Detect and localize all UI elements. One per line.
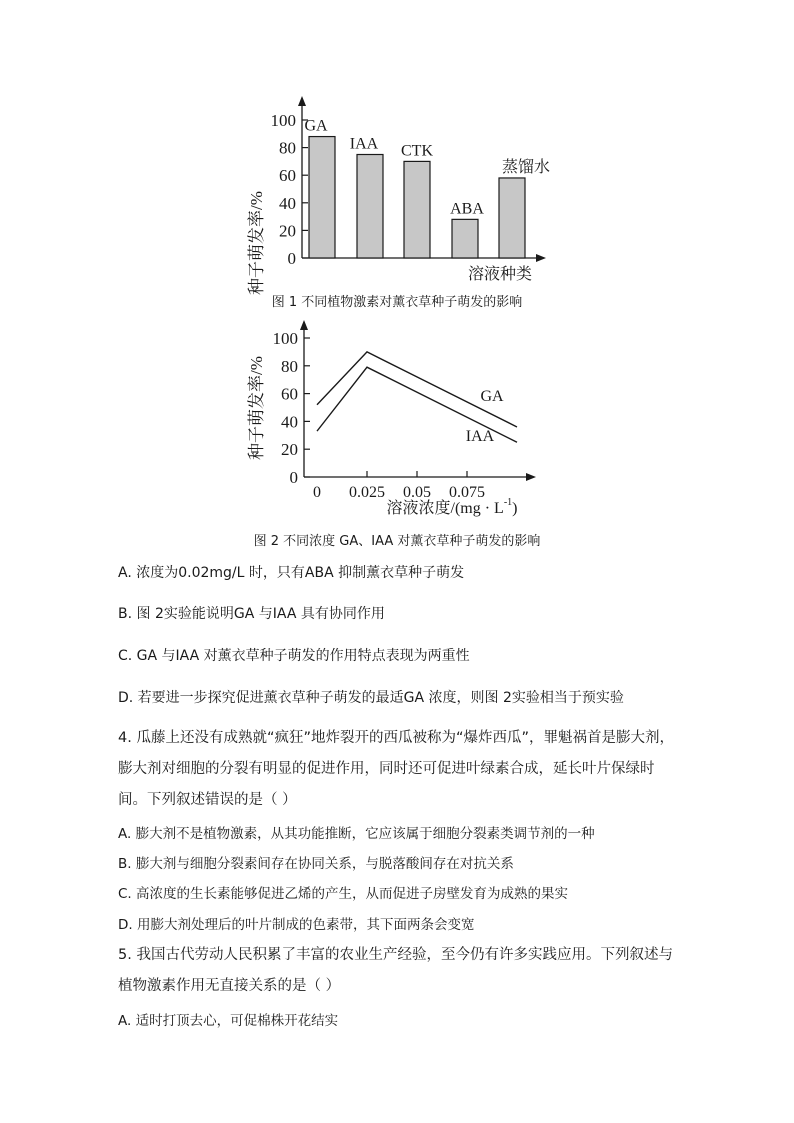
fig2-ytick-label: 20 xyxy=(281,440,298,460)
fig1-ytick-label: 80 xyxy=(279,138,296,158)
fig1-bar-0 xyxy=(309,137,335,258)
fig1-bar-2 xyxy=(404,161,430,258)
q3-option-b: B. 图 2实验能说明GA 与IAA 具有协同作用 xyxy=(118,606,385,622)
fig2-xtick-label: 0.075 xyxy=(449,484,485,501)
fig1-bar-label: 蒸馏水 xyxy=(501,158,551,176)
fig2-ytick-label: 0 xyxy=(289,468,298,487)
figure1-caption: 图 1 不同植物激素对薰衣草种子萌发的影响 xyxy=(271,295,523,310)
fig2-xtick-label: 0.025 xyxy=(349,484,385,501)
q3-option-d: D. 若要进一步探究促进薰衣草种子萌发的最适GA 浓度，则图 2实验相当于预实验 xyxy=(118,690,624,706)
fig1-ytick-label: 0 xyxy=(287,249,296,268)
fig2-ytick-label: 100 xyxy=(272,329,298,348)
fig1-bar-4 xyxy=(499,178,525,258)
figure2-caption: 图 2 不同浓度 GA、IAA 对薰衣草种子萌发的影响 xyxy=(253,534,541,549)
fig2-ytick-label: 60 xyxy=(281,384,298,404)
fig1-bar-1 xyxy=(357,155,383,259)
fig1-bar-label: IAA xyxy=(349,135,379,153)
figure2-line-chart xyxy=(0,314,794,524)
fig2-series-label: IAA xyxy=(465,428,495,445)
fig1-bar-label: GA xyxy=(304,117,328,135)
fig2-xtick-label: 0.05 xyxy=(403,484,431,501)
fig2-xlabel: 溶液浓度$/(mg \cdot L^{-1})$ xyxy=(386,497,518,517)
q4-option-b: B. 膨大剂与细胞分裂素间存在协同关系，与脱落酸间存在对抗关系 xyxy=(118,856,514,872)
q4-option-c: C. 高浓度的生长素能够促进乙烯的产生，从而促进子房壁发育为成熟的果实 xyxy=(118,886,569,902)
fig1-ytick-label: 60 xyxy=(279,166,296,186)
fig2-ytick-label: 80 xyxy=(281,356,298,376)
q3-option-c: C. GA 与IAA 对薰衣草种子萌发的作用特点表现为两重性 xyxy=(118,648,470,664)
q4-stem: 4. 瓜藤上还没有成熟就“疯狂”地炸裂开的西瓜被称为“爆炸西瓜”，罪魁祸首是膨大剂，膨大剂对细胞的分裂有明显的促进作用，同时还可促进叶绿素合成，延长叶片保绿时间。下列叙述错误的是（ ） xyxy=(118,730,674,808)
fig1-x-arrow xyxy=(536,254,546,262)
fig1-bar-3 xyxy=(452,219,478,258)
fig1-ytick-label: 40 xyxy=(279,193,296,213)
fig2-y-arrow xyxy=(300,320,308,330)
fig2-series-label: GA xyxy=(480,388,504,405)
fig1-xlabel: 溶液种类 xyxy=(467,266,533,283)
fig1-ytick-label: 100 xyxy=(270,111,296,130)
q5-stem: 5. 我国古代劳动人民积累了丰富的农业生产经验，至今仍有许多实践应用。下列叙述与植物激素作用无直接关系的是（ ） xyxy=(118,947,673,994)
fig1-ylabel: 种子萌发率/% xyxy=(247,191,266,295)
fig1-bar-label: ABA xyxy=(450,200,484,218)
q4-option-a: A. 膨大剂不是植物激素，从其功能推断，它应该属于细胞分裂素类调节剂的一种 xyxy=(118,826,595,842)
fig1-bar-label: CTK xyxy=(401,142,433,160)
fig2-ytick-label: 40 xyxy=(281,412,298,432)
fig1-y-arrow xyxy=(298,96,306,106)
fig2-x-arrow xyxy=(526,473,536,481)
q3-option-a: A. 浓度为0.02mg/L 时，只有ABA 抑制薰衣草种子萌发 xyxy=(118,565,465,581)
fig2-ylabel: 种子萌发率/% xyxy=(247,356,266,460)
fig2-xtick-label: 0 xyxy=(313,484,321,501)
q4-option-d: D. 用膨大剂处理后的叶片制成的色素带，其下面两条会变宽 xyxy=(118,917,475,933)
q5-option-a: A. 适时打顶去心，可促棉株开花结实 xyxy=(118,1013,339,1029)
fig1-ytick-label: 20 xyxy=(279,221,296,241)
